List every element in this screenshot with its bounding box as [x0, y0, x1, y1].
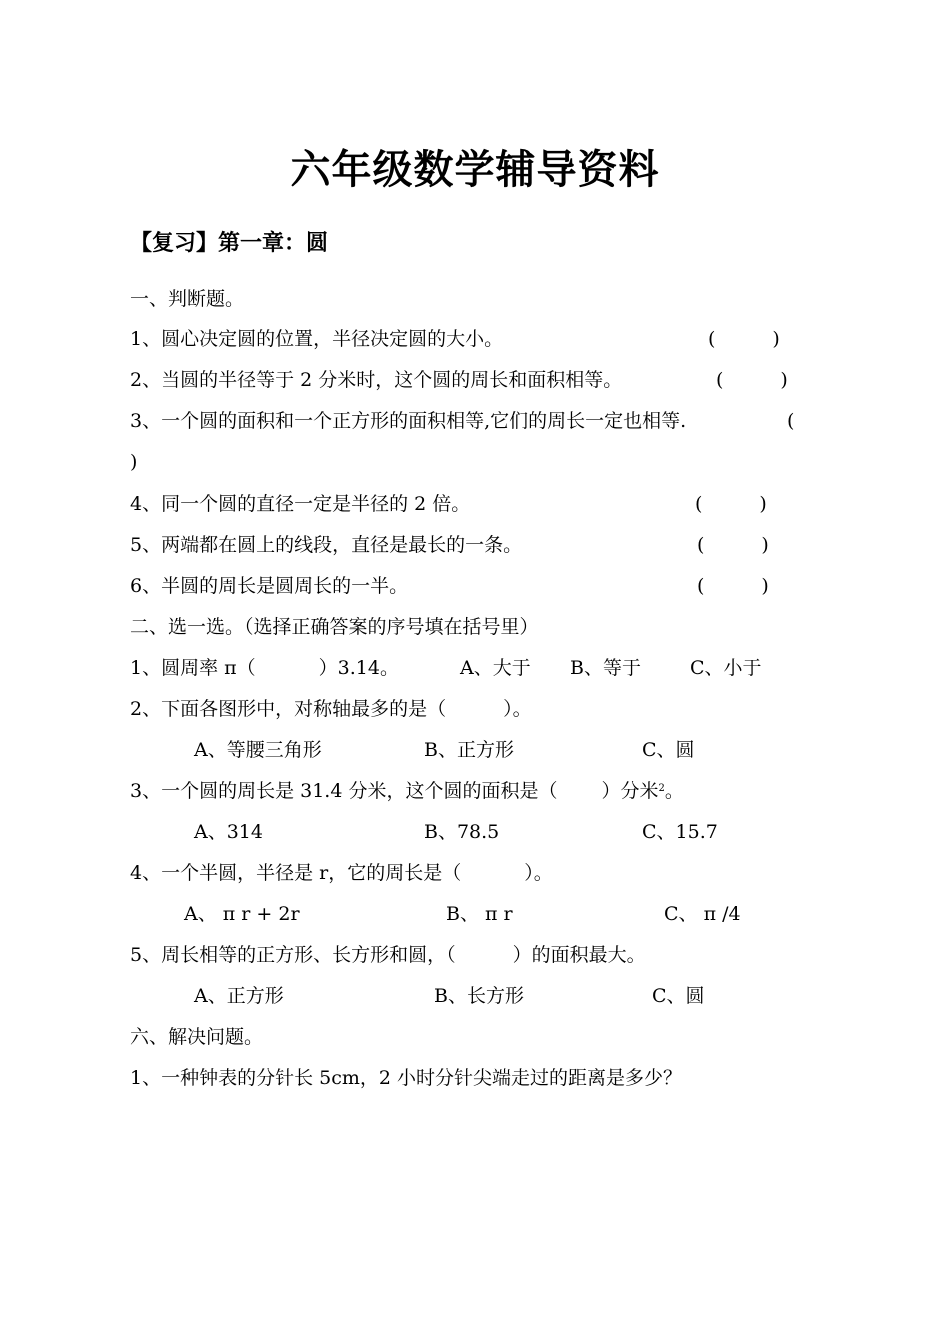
problem-question-1: 1、一种钟表的分针长 5cm，2 小时分针尖端走过的距离是多少？ — [130, 1067, 683, 1089]
mc1-option-b: B、等于 — [570, 657, 641, 679]
tf-question-2: 2、当圆的半径等于 2 分米时，这个圆的周长和面积相等。 — [130, 369, 623, 391]
tf-answer-blank-6: ( ) — [697, 575, 769, 597]
mc5-option-c: C、圆 — [652, 985, 705, 1007]
tf-question-5: 5、两端都在圆上的线段，直径是最长的一条。 — [130, 534, 523, 556]
mc-question-1: 1、圆周率 π（ ）3.14。 — [130, 657, 399, 679]
mc4-option-c: C、 π /4 — [664, 903, 741, 925]
tf-answer-blank-3-close: ) — [130, 451, 138, 473]
tf-answer-blank-2: ( ) — [716, 369, 788, 391]
section-heading: 【复习】第一章：圆 — [130, 230, 329, 256]
mc-question-5: 5、周长相等的正方形、长方形和圆，（ ）的面积最大。 — [130, 944, 646, 966]
mc3-option-b: B、78.5 — [424, 821, 500, 843]
part2-heading: 二、选一选。（选择正确答案的序号填在括号里） — [130, 616, 539, 638]
mc3-tail: 。 — [664, 780, 684, 802]
mc3-option-a: A、314 — [194, 821, 263, 843]
mc3-superscript: 2 — [658, 783, 665, 794]
mc4-option-a: A、 π r + 2r — [184, 903, 300, 925]
tf-answer-blank-4: ( ) — [695, 493, 767, 515]
mc5-option-a: A、正方形 — [194, 985, 284, 1007]
part6-heading: 六、解决问题。 — [130, 1026, 264, 1048]
tf-question-1: 1、圆心决定圆的位置，半径决定圆的大小。 — [130, 328, 504, 350]
mc4-option-b: B、 π r — [446, 903, 513, 925]
mc-question-2: 2、下面各图形中，对称轴最多的是（ ）。 — [130, 698, 532, 720]
tf-answer-blank-1: ( ) — [708, 328, 780, 350]
document-title: 六年级数学辅导资料 — [290, 146, 660, 193]
part1-heading: 一、判断题。 — [130, 288, 245, 310]
mc2-option-a: A、等腰三角形 — [194, 739, 322, 761]
mc-question-3 — [130, 779, 684, 803]
mc3-option-c: C、15.7 — [642, 821, 718, 843]
tf-question-4: 4、同一个圆的直径一定是半径的 2 倍。 — [130, 493, 471, 515]
tf-question-6: 6、半圆的周长是圆周长的一半。 — [130, 575, 409, 597]
tf-question-3: 3、一个圆的面积和一个正方形的面积相等,它们的周长一定也相等. — [130, 410, 687, 432]
mc-question-4: 4、一个半圆，半径是 r，它的周长是（ ）。 — [130, 862, 553, 884]
tf-answer-blank-3-open: ( — [787, 410, 795, 432]
mc1-option-a: A、大于 — [460, 657, 531, 679]
mc3-text: 3、一个圆的周长是 31.4 分米，这个圆的面积是（ ）分米 — [130, 780, 659, 802]
mc2-option-c: C、圆 — [642, 739, 695, 761]
mc1-option-c: C、小于 — [690, 657, 762, 679]
tf-answer-blank-5: ( ) — [697, 534, 769, 556]
mc2-option-b: B、正方形 — [424, 739, 514, 761]
mc5-option-b: B、长方形 — [434, 985, 524, 1007]
